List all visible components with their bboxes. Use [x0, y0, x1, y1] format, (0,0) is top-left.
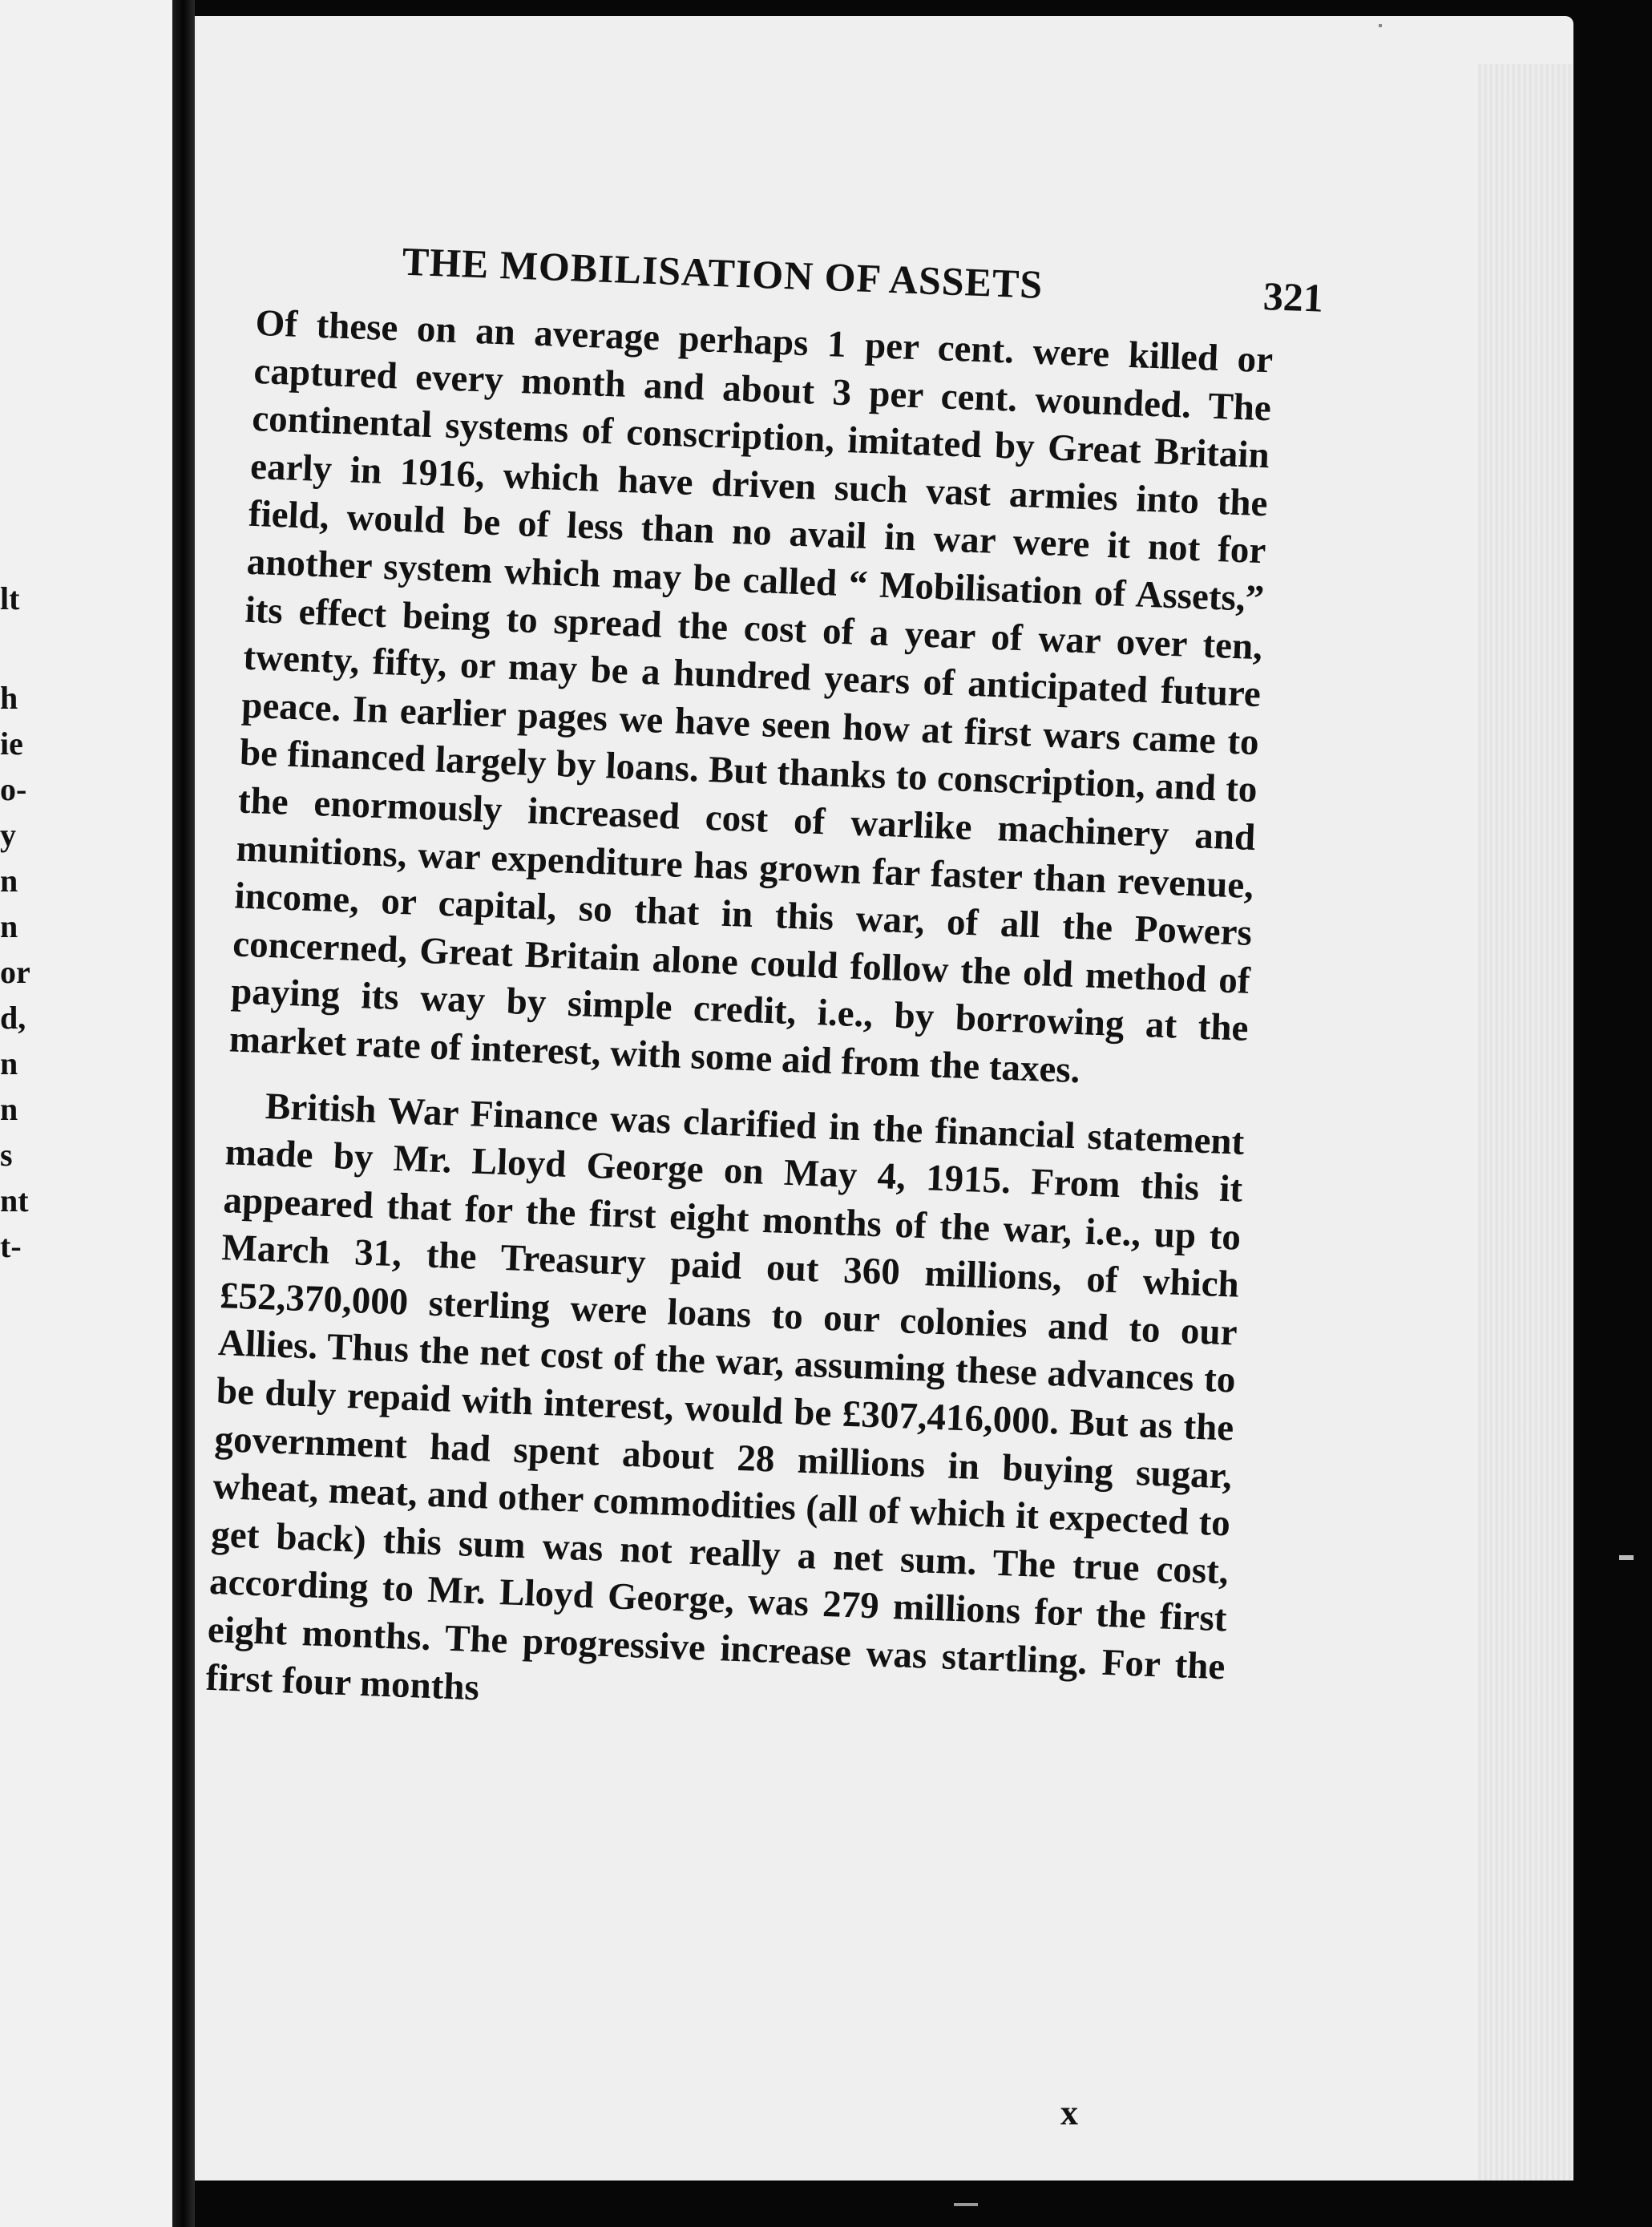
line-fragment: n	[0, 908, 18, 944]
book-page	[195, 16, 1573, 2181]
page-edges	[1477, 64, 1573, 2181]
page-text-block	[204, 232, 1324, 1740]
page-number: 321	[1262, 273, 1324, 321]
line-fragment: or	[0, 954, 30, 990]
line-fragment: n	[0, 1091, 18, 1127]
line-fragment: ie	[0, 725, 23, 762]
line-fragment: o-	[0, 771, 27, 807]
line-fragment: h	[0, 680, 18, 716]
line-fragment: n	[0, 863, 18, 899]
line-fragment: d,	[0, 1000, 26, 1036]
line-fragment: y	[0, 817, 16, 853]
left-page-line-fragments	[0, 576, 32, 1269]
paragraph: Of these on an average perhaps 1 per cent. were killed or captured every month and about 3 per cent. wounded. The continental systems of conscription, imitated by Great Britain early in 1916, which have driven such vast armies into the field, would be of less than no avail in war were it not for another system which may be called “ Mobilisation of Assets,” its effect being to spread the cost of a year of war over ten, twenty, fifty, or may be a hundred years of anticipated future peace. In earlier pages we have seen how at first wars came to be financed largely by loans. But thanks to conscription, and to the enormously increased cost of warlike machinery and munitions, war expenditure has grown far faster than revenue, income, or capital, so that in this war, of all the Powers concerned, Great Britain alone could follow the old method of paying its way by simple credit, i.e., by borrowing at the market rate of interest, with some aid from the taxes.	[228, 301, 1274, 1092]
line-fragment: t-	[0, 1228, 22, 1264]
running-head-title: THE MOBILISATION OF ASSETS	[401, 238, 1044, 307]
line-fragment: n	[0, 1045, 18, 1081]
line-fragment: lt	[0, 580, 20, 616]
dust-speck	[954, 2203, 978, 2206]
line-fragment: s	[0, 1137, 13, 1173]
line-fragment: nt	[0, 1182, 29, 1219]
dust-speck	[1379, 24, 1382, 27]
left-facing-page	[0, 0, 172, 2227]
paragraph: British War Finance was clarified in the financial statement made by Mr. Lloyd George on May 4, 1915. From this it appeared that for the first eight months of the war, i.e., up to March 31, the Treasury paid out 360 millions, of which £52,370,000 sterling were loans to our colonies and to our Allies. Thus the net cost of the war, assuming these advances to be duly repaid with interest, would be £307,416,000. But as the government had spent about 28 millions in buying sugar, wheat, meat, and other commodities (all of which it expected to get back) this sum was not really a net sum. The true cost, according to Mr. Lloyd George, was 279 millions for the first eight months. The progressive increase was startling. For the first four months	[204, 1085, 1246, 1708]
dust-speck	[1619, 1555, 1634, 1560]
book-gutter	[172, 0, 195, 2227]
signature-mark: x	[1060, 2093, 1078, 2132]
